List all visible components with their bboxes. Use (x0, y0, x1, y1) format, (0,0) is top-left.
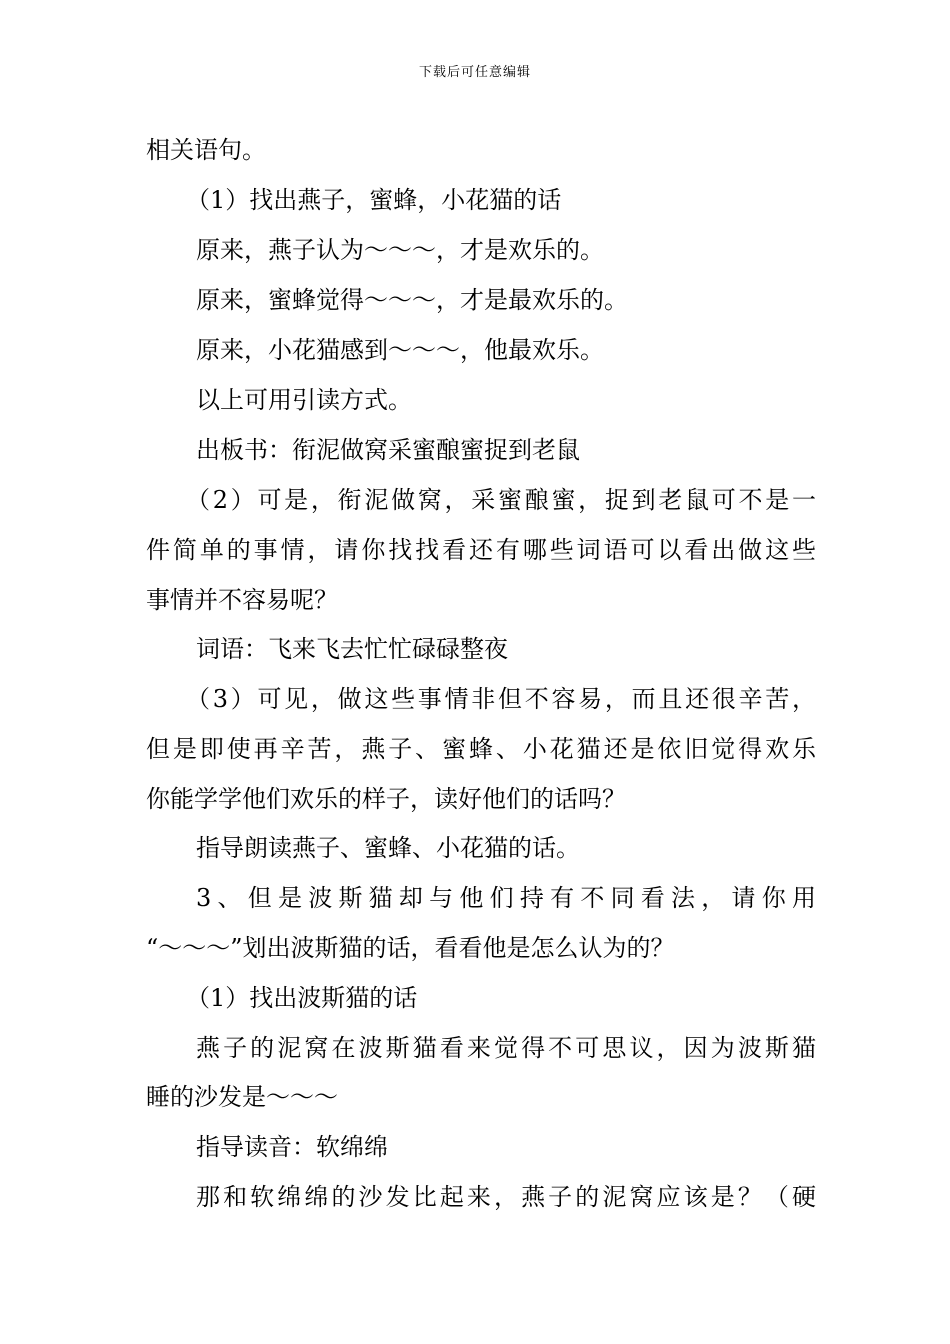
text-line: 出板书：衔泥做窝采蜜酿蜜捉到老鼠 (196, 436, 580, 464)
page-header: 下载后可任意编辑 (418, 65, 531, 80)
text-line: 以上可用引读方式。 (196, 386, 412, 414)
text-line: （1）找出燕子，蜜蜂，小花猫的话 (186, 186, 562, 214)
text-line: 3、但是波斯猫却与他们持有不同看法，请你用 (196, 884, 816, 912)
text-line: 睡的沙发是～～～ (146, 1083, 338, 1111)
text-line: 相关语句。 (146, 136, 266, 164)
text-line: 但是即使再辛苦，燕子、蜜蜂、小花猫还是依旧觉得欢乐 (146, 735, 816, 763)
text-line: “～～～”划出波斯猫的话，看看他是怎么认为的？ (146, 934, 675, 962)
text-line: 词语：飞来飞去忙忙碌碌整夜 (196, 635, 508, 663)
text-line: 件简单的事情，请你找找看还有哪些词语可以看出做这些 (146, 536, 816, 564)
text-line: 原来，蜜蜂觉得～～～，才是最欢乐的。 (196, 286, 628, 314)
text-line: 原来，燕子认为～～～，才是欢乐的。 (196, 236, 604, 264)
text-line: 燕子的泥窝在波斯猫看来觉得不可思议，因为波斯猫 (196, 1034, 816, 1062)
text-line: （1）找出波斯猫的话 (186, 984, 418, 1012)
text-line: 那和软绵绵的沙发比起来，燕子的泥窝应该是？（硬 (196, 1183, 816, 1211)
text-line: 你能学学他们欢乐的样子，读好他们的话吗？ (146, 785, 626, 813)
text-line: 指导朗读燕子、蜜蜂、小花猫的话。 (196, 834, 580, 862)
text-line: （3）可见，做这些事情非但不容易，而且还很辛苦， (186, 685, 816, 713)
text-line: （2）可是，衔泥做窝，采蜜酿蜜，捉到老鼠可不是一 (186, 486, 816, 514)
text-line: 事情并不容易呢？ (146, 586, 338, 614)
text-line: 指导读音：软绵绵 (196, 1133, 388, 1161)
text-line: 原来，小花猫感到～～～，他最欢乐。 (196, 336, 604, 364)
